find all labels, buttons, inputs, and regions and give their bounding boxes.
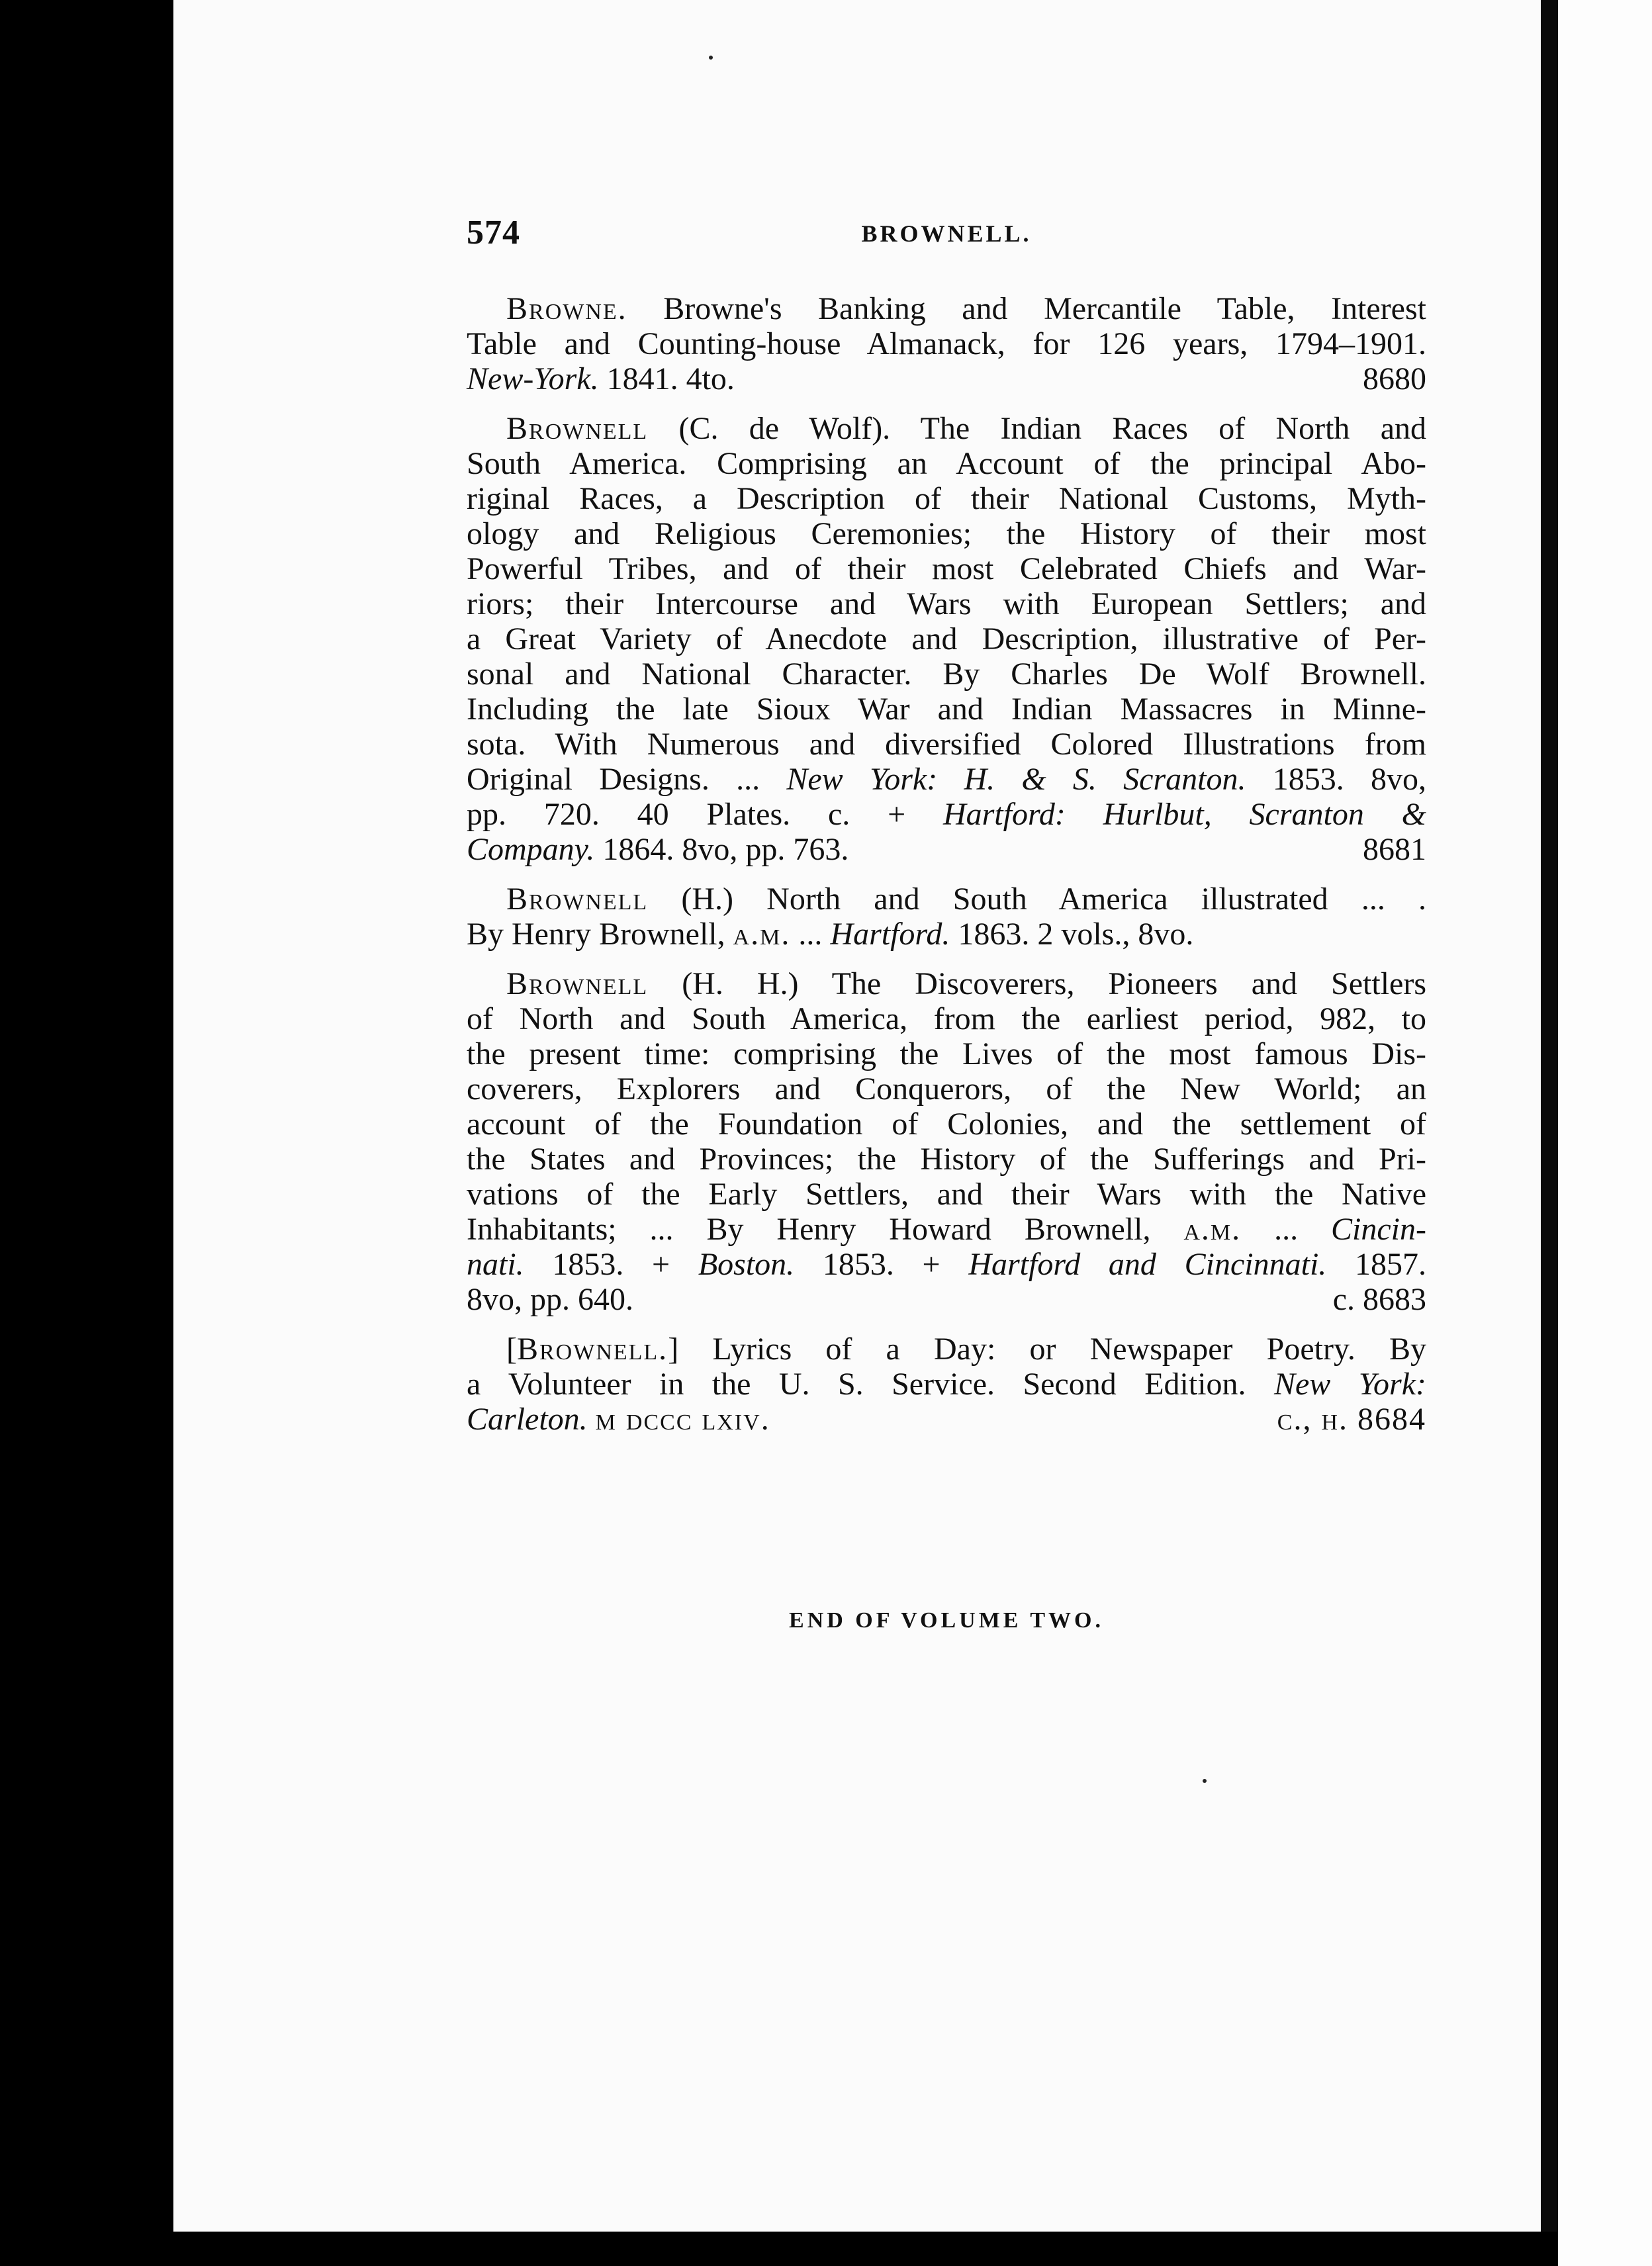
text-run: New York: H. & S. Scranton. bbox=[786, 762, 1246, 797]
entry-line-text bbox=[467, 797, 1426, 832]
end-of-volume: END OF VOLUME TWO. bbox=[789, 1608, 1104, 1633]
entry-line bbox=[467, 361, 1426, 396]
entry-line bbox=[467, 762, 1426, 797]
text-run: By Henry Brownell, bbox=[467, 917, 733, 952]
text-run: 8vo, pp. 640. bbox=[467, 1282, 633, 1317]
entry-line-text bbox=[467, 551, 1426, 586]
text-run bbox=[588, 1402, 596, 1437]
text-run: Browne. bbox=[506, 291, 627, 326]
entry-line bbox=[467, 446, 1426, 481]
entry-line-text bbox=[467, 1367, 1426, 1402]
entry-line bbox=[467, 1332, 1426, 1367]
entry-line bbox=[467, 1001, 1426, 1036]
text-run: vations of the Early Settlers, and their Wars with the Native bbox=[467, 1177, 1426, 1212]
text-run: a.m. bbox=[1183, 1212, 1242, 1247]
entry-line bbox=[467, 516, 1426, 551]
entry-line bbox=[467, 657, 1426, 692]
text-run: 1857. bbox=[1326, 1247, 1426, 1282]
text-run: sota. With Numerous and diversified Colored Illustrations from bbox=[467, 727, 1426, 762]
entry-line-text bbox=[467, 1107, 1426, 1142]
entry-line-text bbox=[467, 361, 735, 396]
page-header bbox=[467, 213, 1426, 261]
adjacent-page bbox=[1558, 0, 1652, 2266]
entry-line-text bbox=[506, 882, 1426, 917]
bibliography-entries bbox=[467, 291, 1426, 1451]
lot-number: c., h. 8684 bbox=[1277, 1402, 1426, 1437]
text-run: Brownell bbox=[506, 966, 649, 1001]
text-run: (C. de Wolf). The Indian Races of North and bbox=[648, 411, 1426, 446]
entry-line-text bbox=[467, 1142, 1426, 1177]
text-run: nati. bbox=[467, 1247, 524, 1282]
entry-line bbox=[467, 1036, 1426, 1071]
text-run: ] Lyrics of a Day: or Newspaper Poetry. By bbox=[668, 1332, 1426, 1367]
text-run: Original Designs. ... bbox=[467, 762, 787, 797]
entry-line-text bbox=[467, 762, 1426, 797]
entry-line-text bbox=[467, 586, 1426, 621]
entry-line bbox=[467, 966, 1426, 1001]
page-gutter bbox=[1541, 0, 1558, 2232]
text-run: New-York. bbox=[467, 361, 599, 396]
entry-line bbox=[467, 1107, 1426, 1142]
entry-line-text bbox=[506, 411, 1426, 446]
text-run: Table and Counting-house Almanack, for 126 years, 1794–1901. bbox=[467, 326, 1426, 361]
entry-line bbox=[467, 411, 1426, 446]
text-run: ... bbox=[1241, 1212, 1332, 1247]
bibliography-entry bbox=[467, 291, 1426, 396]
entry-line bbox=[467, 621, 1426, 657]
entry-line-text bbox=[467, 516, 1426, 551]
text-run: ology and Religious Ceremonies; the History of their most bbox=[467, 516, 1426, 551]
text-run: a Great Variety of Anecdote and Description, illustrative of Per- bbox=[467, 621, 1426, 657]
text-run: 1841. 4to. bbox=[598, 361, 735, 396]
entry-line bbox=[467, 1142, 1426, 1177]
text-run: [ bbox=[506, 1332, 517, 1367]
text-run: Brownell. bbox=[516, 1332, 668, 1367]
bibliography-entry bbox=[467, 411, 1426, 867]
text-run: 1853. + bbox=[794, 1247, 969, 1282]
entry-line-text bbox=[467, 917, 1193, 952]
text-run: riginal Races, a Description of their National Customs, Myth- bbox=[467, 481, 1426, 516]
text-run: Hartford: Hurlbut, Scranton & bbox=[942, 797, 1426, 832]
entry-line bbox=[467, 882, 1426, 917]
page-bottom-edge bbox=[173, 2232, 1541, 2266]
entry-line bbox=[467, 1282, 1426, 1317]
lot-number: 8681 bbox=[1363, 832, 1426, 867]
bibliography-entry bbox=[467, 1332, 1426, 1437]
entry-line bbox=[467, 1402, 1426, 1437]
text-run: 1864. 8vo, pp. 763. bbox=[594, 832, 849, 867]
text-run: Including the late Sioux War and Indian Massacres in Minne- bbox=[467, 692, 1426, 727]
text-run: m dccc lxiv. bbox=[595, 1402, 770, 1437]
entry-line-text bbox=[467, 692, 1426, 727]
text-run: the States and Provinces; the History of the Sufferings and Pri- bbox=[467, 1142, 1426, 1177]
text-run: Brownell bbox=[506, 882, 649, 917]
entry-line bbox=[467, 586, 1426, 621]
text-run: Cincin- bbox=[1331, 1212, 1426, 1247]
entry-line-text bbox=[467, 727, 1426, 762]
running-head: BROWNELL. bbox=[861, 220, 1032, 247]
lot-number: c. 8683 bbox=[1332, 1282, 1426, 1317]
text-run: Hartford. bbox=[830, 917, 950, 952]
entry-line bbox=[467, 692, 1426, 727]
entry-line bbox=[467, 1247, 1426, 1282]
bibliography-entry bbox=[467, 882, 1426, 952]
text-run: (H. H.) The Discoverers, Pioneers and Settlers bbox=[648, 966, 1426, 1001]
entry-line-text bbox=[506, 1332, 1426, 1367]
text-run: account of the Foundation of Colonies, and the settlement of bbox=[467, 1107, 1426, 1142]
entry-line-text bbox=[467, 832, 849, 867]
entry-line bbox=[467, 917, 1426, 952]
entry-line-text bbox=[467, 1282, 633, 1317]
text-run: riors; their Intercourse and Wars with European Settlers; and bbox=[467, 586, 1426, 621]
entry-line-text bbox=[467, 621, 1426, 657]
entry-line-text bbox=[467, 326, 1426, 361]
text-run: 1853. + bbox=[524, 1247, 698, 1282]
text-run: a.m. bbox=[733, 917, 791, 952]
entry-line bbox=[467, 1177, 1426, 1212]
entry-line-text bbox=[467, 657, 1426, 692]
text-run: the present time: comprising the Lives of the most famous Dis- bbox=[467, 1036, 1426, 1071]
entry-line bbox=[467, 797, 1426, 832]
entry-line-text bbox=[467, 446, 1426, 481]
text-run: Powerful Tribes, and of their most Celebrated Chiefs and War- bbox=[467, 551, 1426, 586]
entry-line-text bbox=[506, 966, 1426, 1001]
text-run: Carleton. bbox=[467, 1402, 588, 1437]
text-run: 1853. 8vo, bbox=[1246, 762, 1426, 797]
bibliography-entry bbox=[467, 966, 1426, 1317]
text-run: 1863. 2 vols., 8vo. bbox=[950, 917, 1194, 952]
text-run: of North and South America, from the earliest period, 982, to bbox=[467, 1001, 1426, 1036]
text-run: a Volunteer in the U. S. Service. Second Edition. bbox=[467, 1367, 1274, 1402]
entry-line bbox=[467, 551, 1426, 586]
entry-line-text bbox=[467, 1177, 1426, 1212]
text-run: ... bbox=[790, 917, 831, 952]
entry-line bbox=[467, 1212, 1426, 1247]
speck bbox=[709, 56, 713, 60]
entry-line-text bbox=[467, 1036, 1426, 1071]
text-run: Hartford and Cincinnati. bbox=[968, 1247, 1327, 1282]
entry-line-text bbox=[467, 1212, 1426, 1247]
text-run: coverers, Explorers and Conquerors, of the New World; an bbox=[467, 1071, 1426, 1107]
entry-line bbox=[467, 727, 1426, 762]
entry-line bbox=[467, 1071, 1426, 1107]
entry-line bbox=[467, 481, 1426, 516]
entry-line-text bbox=[467, 1071, 1426, 1107]
entry-line-text bbox=[467, 1402, 770, 1437]
text-run: South America. Comprising an Account of the principal Abo- bbox=[467, 446, 1426, 481]
entry-line-text bbox=[467, 1247, 1426, 1282]
text-run: Inhabitants; ... By Henry Howard Brownell, bbox=[467, 1212, 1184, 1247]
text-run: New York: bbox=[1273, 1367, 1426, 1402]
text-run: Boston. bbox=[698, 1247, 795, 1282]
entry-line bbox=[467, 832, 1426, 867]
text-run: pp. 720. 40 Plates. c. + bbox=[467, 797, 943, 832]
text-run: Company. bbox=[467, 832, 595, 867]
entry-line bbox=[467, 1367, 1426, 1402]
speck bbox=[1203, 1779, 1207, 1783]
lot-number: 8680 bbox=[1363, 361, 1426, 396]
entry-line bbox=[467, 291, 1426, 326]
entry-line-text bbox=[467, 481, 1426, 516]
page-number: 574 bbox=[467, 214, 520, 251]
entry-line-text bbox=[506, 291, 1426, 326]
text-run: sonal and National Character. By Charles De Wolf Brownell. bbox=[467, 657, 1426, 692]
text-run: Browne's Banking and Mercantile Table, Interest bbox=[627, 291, 1426, 326]
entry-line-text bbox=[467, 1001, 1426, 1036]
entry-line bbox=[467, 326, 1426, 361]
text-run: (H.) North and South America illustrated ... . bbox=[648, 882, 1426, 917]
text-run: Brownell bbox=[506, 411, 649, 446]
